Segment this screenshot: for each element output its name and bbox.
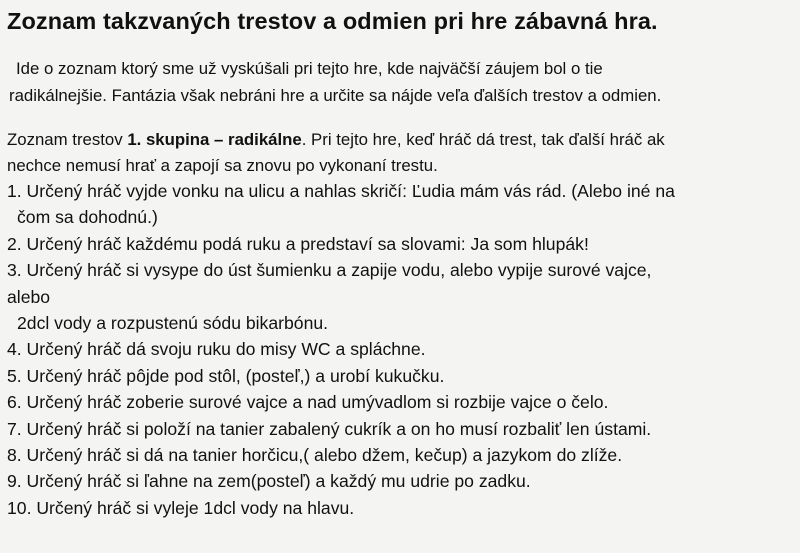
list-item-line: 4. Určený hráč dá svoju ruku do misy WC a spláchne. bbox=[7, 339, 426, 360]
list-item bbox=[7, 231, 794, 257]
list-item-line: 2. Určený hráč každému podá ruku a predstaví sa slovami: Ja som hlupák! bbox=[7, 233, 589, 254]
list-item bbox=[7, 389, 794, 415]
list-item-line: 8. Určený hráč si dá na tanier horčicu,( alebo džem, kečup) a jazykom do zlíže. bbox=[7, 445, 623, 466]
list-item-line: 1. Určený hráč vyjde vonku na ulicu a nahlas skričí: Ľudia mám vás rád. (Alebo iné na bbox=[7, 181, 675, 201]
list-item-line: 6. Určený hráč zoberie surové vajce a nad umývadlom si rozbije vajce o čelo. bbox=[7, 392, 609, 413]
list-item-continuation: čom sa dohodnú.) bbox=[17, 207, 158, 228]
list-item bbox=[7, 178, 794, 231]
list-item bbox=[7, 442, 794, 468]
section-prefix: Zoznam trestov bbox=[7, 130, 128, 149]
section-line-2: nechce nemusí hrať a zapojí sa znovu po vykonaní trestu. bbox=[7, 155, 438, 175]
list-item bbox=[7, 336, 794, 362]
list-item bbox=[7, 416, 794, 442]
list-item bbox=[7, 363, 794, 389]
intro-line-1: Ide o zoznam ktorý sme už vyskúšali pri tejto hre, kde najväčší záujem bol o tie bbox=[16, 59, 603, 78]
penalty-list bbox=[7, 178, 794, 521]
list-item-line: 9. Určený hráč si ľahne na zem(posteľ) a každý mu udrie po zadku. bbox=[7, 471, 531, 492]
section-intro bbox=[7, 127, 794, 178]
intro-paragraph bbox=[9, 55, 794, 109]
section-suffix: . Pri tejto hre, keď hráč dá trest, tak ďalší hráč ak bbox=[301, 130, 665, 149]
section-line-1 bbox=[7, 127, 794, 153]
list-item-line: 7. Určený hráč si položí na tanier zabalený cukrík a on ho musí rozbaliť len ústami. bbox=[7, 418, 652, 439]
list-item-line: 10. Určený hráč si vyleje 1dcl vody na hlavu. bbox=[7, 497, 355, 518]
section-heading: 1. skupina – radikálne bbox=[127, 130, 302, 149]
list-item bbox=[7, 495, 794, 521]
intro-line-2: radikálnejšie. Fantázia však nebráni hre a určite sa nájde veľa ďalších trestov a odmien. bbox=[9, 86, 662, 105]
list-item-line: 5. Určený hráč pôjde pod stôl, (posteľ,) a urobí kukučku. bbox=[7, 365, 445, 386]
list-item-continuation: 2dcl vody a rozpustenú sódu bikarbónu. bbox=[17, 313, 329, 334]
list-item bbox=[7, 257, 794, 336]
list-item-line: 3. Určený hráč si vysype do úst šumienku a zapije vodu, alebo vypije surové vajce, bbox=[7, 260, 652, 281]
document-title: Zoznam takzvaných trestov a odmien pri hre zábavná hra. bbox=[7, 8, 658, 34]
list-item bbox=[7, 468, 794, 494]
list-item-continuation: alebo bbox=[7, 286, 51, 307]
